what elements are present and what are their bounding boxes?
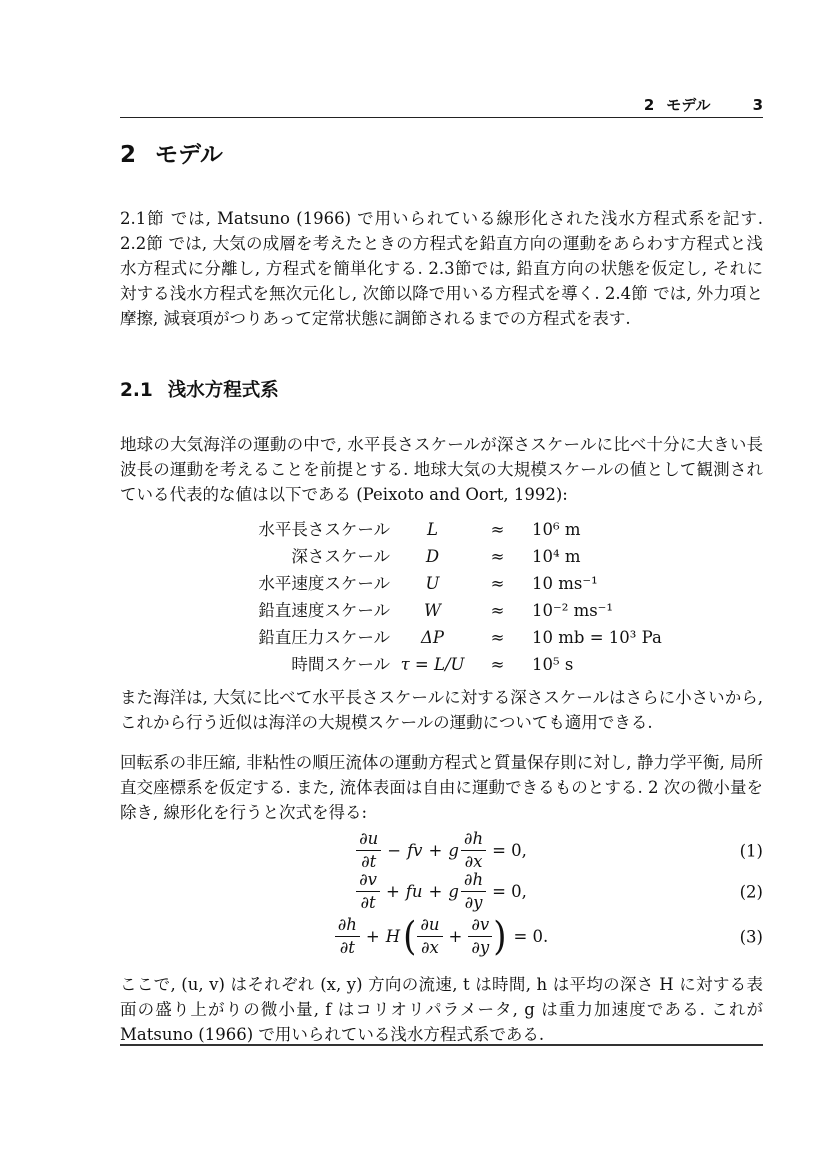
equation-1-math [356, 830, 527, 871]
scale-table-row [120, 624, 763, 651]
scale-label: 時間スケール [291, 655, 390, 674]
equation-rhs: = 0. [513, 927, 549, 947]
scale-table [120, 516, 763, 678]
scale-table-row [120, 651, 763, 678]
equation-number: (3) [739, 927, 763, 947]
approx-symbol: ≈ [490, 628, 505, 647]
operator: + [428, 882, 443, 902]
scale-label: 鉛直圧力スケール [258, 628, 390, 647]
operator: + [385, 882, 400, 902]
approx-symbol: ≈ [490, 547, 505, 566]
scale-table-row [120, 597, 763, 624]
equation-1 [120, 830, 763, 871]
scale-value: 10⁴ m [532, 547, 581, 566]
scale-table-row [120, 516, 763, 543]
scale-label: 鉛直速度スケール [258, 601, 390, 620]
scale-label: 水平速度スケール [258, 574, 390, 593]
scale-symbol: L [427, 520, 438, 539]
approx-symbol: ≈ [490, 574, 505, 593]
section-number: 2 [120, 142, 137, 168]
approx-symbol: ≈ [490, 520, 505, 539]
scale-symbol: ΔP [420, 628, 445, 647]
term: fv [407, 841, 423, 861]
assumptions-paragraph: 回転系の非圧縮, 非粘性の順圧流体の運動方程式と質量保存則に対し, 静力学平衡, 局所直交座標系を仮定する. また, 流体表面は自由に運動できるものとする. 2 次の微小量を除き, 線形化を行うと次式を得る: [120, 753, 763, 822]
operator: + [428, 841, 443, 861]
fraction: $\frac{\partial v}{\partial t}$ [356, 871, 380, 912]
closing-paragraph: ここで, (u, v) はそれぞれ (x, y) 方向の流速, t は時間, h は平均の深さ H に対する表面の盛り上がりの微小量, f はコリオリパラメータ, g は重力加速度である. これが Matsuno (1966) で用いられている浅水方程式系である. [120, 974, 763, 1044]
equation-2-math [356, 871, 527, 912]
page-number: 3 [752, 96, 763, 114]
operator: − [387, 841, 402, 861]
operator: + [365, 927, 380, 947]
equation-2 [120, 871, 763, 912]
equation-3-math [335, 913, 549, 960]
equation-number: (1) [739, 841, 763, 861]
subsection-title: 浅水方程式系 [167, 380, 279, 401]
scale-label: 水平長さスケール [258, 520, 390, 539]
scale-label: 深さスケール [291, 547, 390, 566]
equation-block [120, 830, 763, 961]
fraction: $\frac{\partial v}{\partial y}$ [468, 916, 492, 957]
equation-rhs: = 0, [492, 882, 527, 902]
scale-symbol: τ = L/U [400, 655, 465, 674]
coefficient: g [448, 882, 459, 902]
equation-3 [120, 913, 763, 961]
equation-rhs: = 0, [492, 841, 527, 861]
section-heading [120, 141, 763, 169]
scale-symbol: D [425, 547, 440, 566]
fraction: $\frac{\partial h}{\partial t}$ [335, 916, 360, 957]
footer-rule [120, 1044, 763, 1046]
scale-value: 10 ms⁻¹ [532, 574, 598, 593]
scale-value: 10⁻² ms⁻¹ [532, 601, 614, 620]
scale-value: 10 mb = 10³ Pa [532, 628, 662, 647]
coefficient: g [448, 841, 459, 861]
fraction: $\frac{\partial u}{\partial t}$ [356, 830, 381, 871]
section-title: モデル [155, 142, 223, 168]
ocean-paragraph: また海洋は, 大気に比べて水平長さスケールに対する深さスケールはさらに小さいから, これから行う近似は海洋の大規模スケールの運動についても適用できる. [120, 688, 763, 732]
coefficient: H [385, 927, 401, 947]
open-paren: ( [403, 913, 417, 960]
fraction: $\frac{\partial h}{\partial y}$ [461, 871, 486, 912]
fraction: $\frac{\partial h}{\partial x}$ [461, 830, 486, 871]
operator: + [448, 927, 463, 947]
fraction: $\frac{\partial u}{\partial x}$ [417, 916, 442, 957]
running-header-section-title: モデル [666, 96, 711, 114]
approx-symbol: ≈ [490, 655, 505, 674]
close-paren: ) [493, 913, 507, 960]
scale-table-row [120, 570, 763, 597]
scale-value: 10⁶ m [532, 520, 581, 539]
term: fu [405, 882, 423, 902]
subsection-number: 2.1 [120, 380, 153, 401]
scales-lead-paragraph: 地球の大気海洋の運動の中で, 水平長さスケールが深さスケールに比べ十分に大きい長波長の運動を考えることを前提とする. 地球大気の大規模スケールの値として観測されている代表的な値は以下である (Peixoto and Oort, 1992): [120, 435, 763, 504]
scale-value: 10⁵ s [532, 655, 574, 674]
scale-symbol: W [424, 601, 441, 620]
intro-paragraph: 2.1節 では, Matsuno (1966) で用いられている線形化された浅水方程式系を記す. 2.2節 では, 大気の成層を考えたときの方程式を鉛直方向の運動をあらわす方程式と浅水方程式に分離し, 方程式を簡単化する. 2.3節では, 鉛直方向の状態を仮定し, それに対する浅水方程式を無次元化し, 次節以降で用いる方程式を導く. 2.4節 では, 外力項と摩擦, 減衰項がつりあって定常状態に調節されるまでの方程式を表す. [120, 209, 763, 328]
scale-symbol: U [425, 574, 440, 593]
scale-table-row [120, 543, 763, 570]
subsection-heading [120, 378, 763, 404]
approx-symbol: ≈ [490, 601, 505, 620]
page-content [120, 0, 763, 1047]
running-header-section-number: 2 [643, 96, 655, 114]
equation-number: (2) [739, 882, 763, 902]
